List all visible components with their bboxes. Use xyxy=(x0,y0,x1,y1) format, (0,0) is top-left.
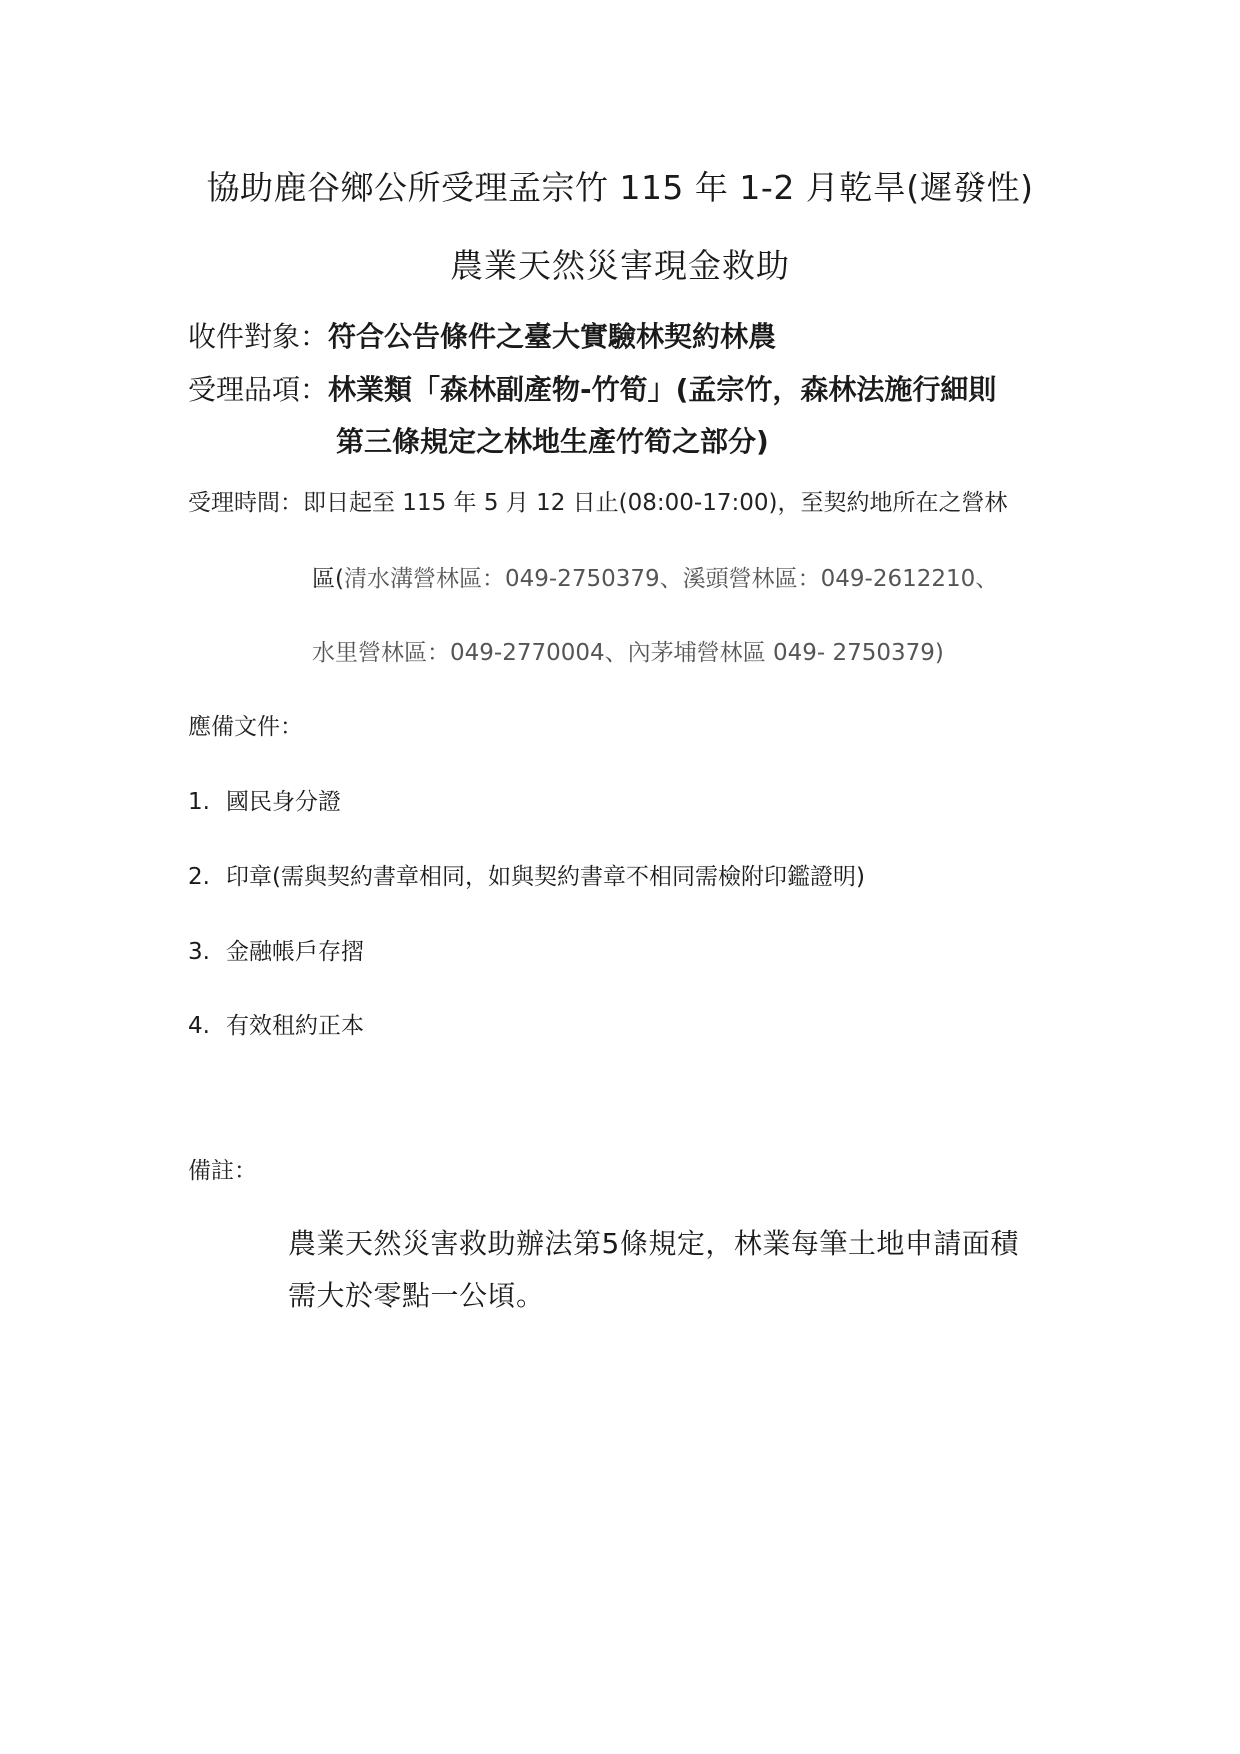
schedule-line1: 即日起至 115 年 5 月 12 日止(08:00-17:00)，至契約地所在之營林 xyxy=(303,490,1008,516)
document-list-item xyxy=(188,1007,364,1040)
document-list-item xyxy=(188,783,341,816)
items-row xyxy=(188,368,996,408)
document-title-line2: 農業天然災害現金救助 xyxy=(450,246,790,285)
items-value-line2: 第三條規定之林地生產竹筍之部分) xyxy=(336,425,769,458)
list-item-number: 3. xyxy=(188,939,210,965)
recipients-value: 符合公告條件之臺大實驗林契約林農 xyxy=(328,320,777,353)
list-item-text: 印章(需與契約書章相同，如與契約書章不相同需檢附印鑑證明) xyxy=(226,864,865,890)
schedule-line2-prefix: 區( xyxy=(312,566,344,592)
list-item-text: 國民身分證 xyxy=(226,789,341,815)
list-item-number: 1. xyxy=(188,789,210,815)
documents-heading: 應備文件： xyxy=(188,714,303,740)
document-title-line1: 協助鹿谷鄉公所受理孟宗竹 115 年 1-2 月乾旱(遲發性) xyxy=(206,168,1034,207)
list-item-text: 金融帳戶存摺 xyxy=(226,939,364,965)
remarks-line2: 需大於零點一公頃。 xyxy=(288,1279,545,1312)
list-item-number: 2. xyxy=(188,864,210,890)
items-value-line1: 林業類「森林副產物-竹筍」(孟宗竹，森林法施行細則 xyxy=(328,373,997,406)
list-item-number: 4. xyxy=(188,1013,210,1039)
recipients-label: 收件對象： xyxy=(188,320,329,353)
schedule-line3: 水里營林區：049-2770004、內茅埔營林區 049- 2750379) xyxy=(312,640,944,666)
items-label: 受理品項： xyxy=(188,373,329,406)
list-item-text: 有效租約正本 xyxy=(226,1013,364,1039)
schedule-label: 受理時間： xyxy=(188,490,303,516)
schedule-line2-row xyxy=(312,560,998,593)
schedule-line2: 清水溝營林區：049-2750379、溪頭營林區：049-2612210、 xyxy=(343,566,999,592)
schedule-row xyxy=(188,484,1007,517)
recipients-row xyxy=(188,315,776,355)
document-list-item xyxy=(188,858,865,891)
document-list-item xyxy=(188,933,364,966)
remarks-line1: 農業天然災害救助辦法第5條規定，林業每筆土地申請面積 xyxy=(288,1227,1019,1260)
remarks-heading: 備註： xyxy=(188,1158,257,1184)
